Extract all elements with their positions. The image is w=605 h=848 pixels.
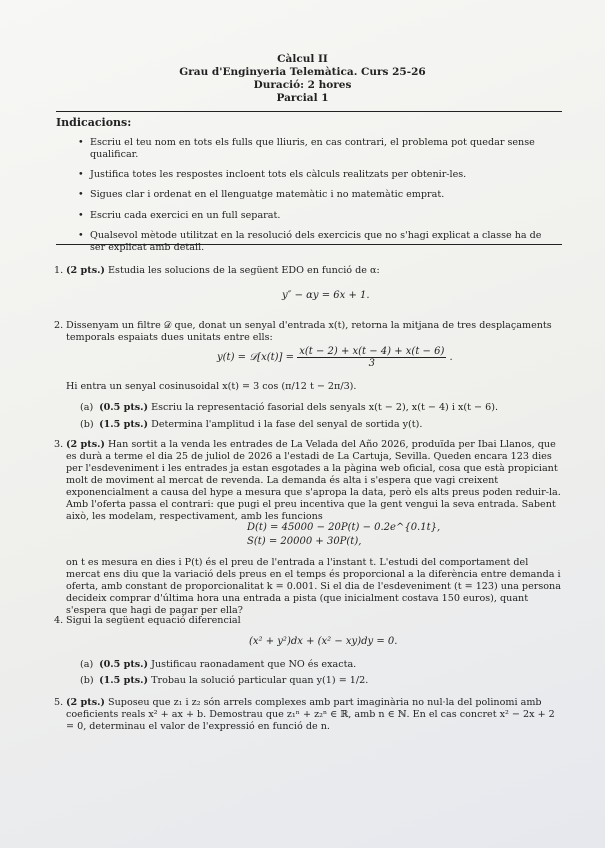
problem-2a bbox=[80, 402, 556, 414]
duration-line: Duració: 2 hores bbox=[253, 79, 352, 91]
problem-text: Han sortit a la venda les entrades de La Velada del Año 2026, produïda per Ibai Llanos, que es durà a terme el dia 25 de juliol de 2026 a l'estadi de La Cartuja, Sevilla. Queden encara 123 dies per l'esdeveniment i les entrades ja estan esgotades a la pàgina web oficial, cosa que està propiciant molt de moviment al mercat de revenda. La demanda és alta i s'espera que vagi creixent exponencialment a causa del hype a mesura que s'apropa la data, però els alts preus poden reduir-la. Amb l'oferta passa el contrari: que pugi el preu incentiva que la gent vengui la seva entrada. Sabent això, les modelam, respectivament, amb les funcions bbox=[66, 439, 561, 522]
instruction-item: • Escriu el teu nom en tots els fulls que lliuris, en cas contrari, el problema pot quedar sense qualificar. bbox=[78, 137, 556, 161]
problem-number: 3. bbox=[54, 439, 64, 450]
exam-header bbox=[0, 53, 605, 105]
problem-1 bbox=[54, 265, 562, 277]
part-text: Justificau raonadament que NO és exacta. bbox=[151, 659, 357, 670]
part-text: Escriu la representació fasorial dels senyals x(t − 2), x(t − 4) i x(t − 6). bbox=[151, 402, 499, 413]
part-points: (1.5 pts.) bbox=[99, 419, 149, 430]
problem-3 bbox=[54, 439, 562, 523]
problem-2b bbox=[80, 419, 556, 431]
instruction-item: • Justifica totes les respostes incloent tots els càlculs realitzats per obtenir-les. bbox=[78, 169, 556, 181]
fraction-denominator: 3 bbox=[368, 358, 375, 369]
part-text: Trobau la solució particular quan y(1) = 1/2. bbox=[151, 675, 369, 686]
problem-text: Dissenyam un filtre 𝒟 que, donat un senyal d'entrada x(t), retorna la mitjana de tres desplaçaments temporals espaiats dues unitats entre ells: bbox=[66, 320, 552, 343]
problem-2 bbox=[54, 320, 562, 344]
problem-text: Suposeu que z₁ i z₂ són arrels complexes amb part imaginària no nul·la del polinomi amb coeficients reals x² + ax + b. Demostrau que z₁ⁿ + z₂ⁿ ∈ ℝ, amb n ∈ ℕ. En el cas concret x² − 2x + 2 = 0, determinau el valor de l'expressió en funció de n. bbox=[66, 697, 555, 732]
problem-4 bbox=[54, 615, 562, 627]
instructions-list bbox=[78, 137, 556, 262]
part-points: (0.5 pts.) bbox=[99, 659, 149, 670]
part-label: (a) bbox=[80, 659, 94, 670]
problem-2-input-signal: Hi entra un senyal cosinusoidal x(t) = 3 cos (π/12 t − 2π/3). bbox=[66, 381, 357, 392]
part-points: (0.5 pts.) bbox=[99, 402, 149, 413]
problem-5 bbox=[54, 697, 562, 733]
partial-line: Parcial 1 bbox=[276, 92, 329, 104]
instructions-title: Indicacions: bbox=[56, 116, 132, 129]
problem-points: (2 pts.) bbox=[66, 439, 105, 450]
problem-3-continuation: on t es mesura en dies i P(t) és el preu de l'entrada a l'instant t. L'estudi del comportament del mercat ens diu que la variació dels preus en el temps és proporcional a la diferència entre demanda i oferta, amb constant de proporcionalitat k = 0.001. Si el dia de l'esdeveniment (t = 123) una persona decideix comprar d'última hora una entrada a pista (que inicialment costava 150 euros), quant s'espera que hagi de pagar per ella? bbox=[66, 557, 561, 616]
filter-equation bbox=[217, 346, 453, 369]
part-text: Determina l'amplitud i la fase del senyal de sortida y(t). bbox=[151, 419, 423, 430]
demand-equation: D(t) = 45000 − 20P(t) − 0.2e^{0.1t}, bbox=[247, 522, 441, 533]
problem-points: (2 pts.) bbox=[66, 265, 105, 276]
top-divider bbox=[56, 111, 562, 112]
problem-text: Estudia les solucions de la següent EDO en funció de α: bbox=[108, 265, 380, 276]
problem-text: Sigui la següent equació diferencial bbox=[66, 615, 241, 626]
problem-number: 5. bbox=[54, 697, 64, 708]
filter-lhs: y(t) = 𝒟[x(t)] = bbox=[217, 352, 295, 363]
instruction-item: • Sigues clar i ordenat en el llenguatge matemàtic i no matemàtic emprat. bbox=[78, 189, 556, 201]
problem-4a bbox=[80, 659, 556, 671]
course-title: Càlcul II bbox=[277, 53, 328, 65]
part-label: (b) bbox=[80, 419, 94, 430]
filter-fraction bbox=[297, 346, 446, 369]
problem-points: (2 pts.) bbox=[66, 697, 105, 708]
problem-4b bbox=[80, 675, 556, 687]
instruction-item: • Escriu cada exercici en un full separat. bbox=[78, 210, 556, 222]
problem-number: 1. bbox=[54, 265, 64, 276]
fraction-numerator: x(t − 2) + x(t − 4) + x(t − 6) bbox=[299, 346, 445, 357]
instruction-item: • Qualsevol mètode utilitzat en la resolució dels exercicis que no s'hagi explicat a classe ha de ser explicat amb detail. bbox=[78, 230, 556, 254]
problem-number: 2. bbox=[54, 320, 64, 331]
equation-1: y″ − αy = 6x + 1. bbox=[282, 290, 370, 301]
filter-end: . bbox=[449, 352, 453, 363]
degree-line: Grau d'Enginyeria Telemàtica. Curs 25-26 bbox=[179, 66, 426, 78]
problem-number: 4. bbox=[54, 615, 64, 626]
supply-equation: S(t) = 20000 + 30P(t), bbox=[247, 536, 362, 547]
part-label: (b) bbox=[80, 675, 94, 686]
bottom-divider bbox=[56, 244, 562, 245]
part-points: (1.5 pts.) bbox=[99, 675, 149, 686]
part-label: (a) bbox=[80, 402, 94, 413]
differential-equation: (x² + y²)dx + (x² − xy)dy = 0. bbox=[249, 636, 398, 647]
